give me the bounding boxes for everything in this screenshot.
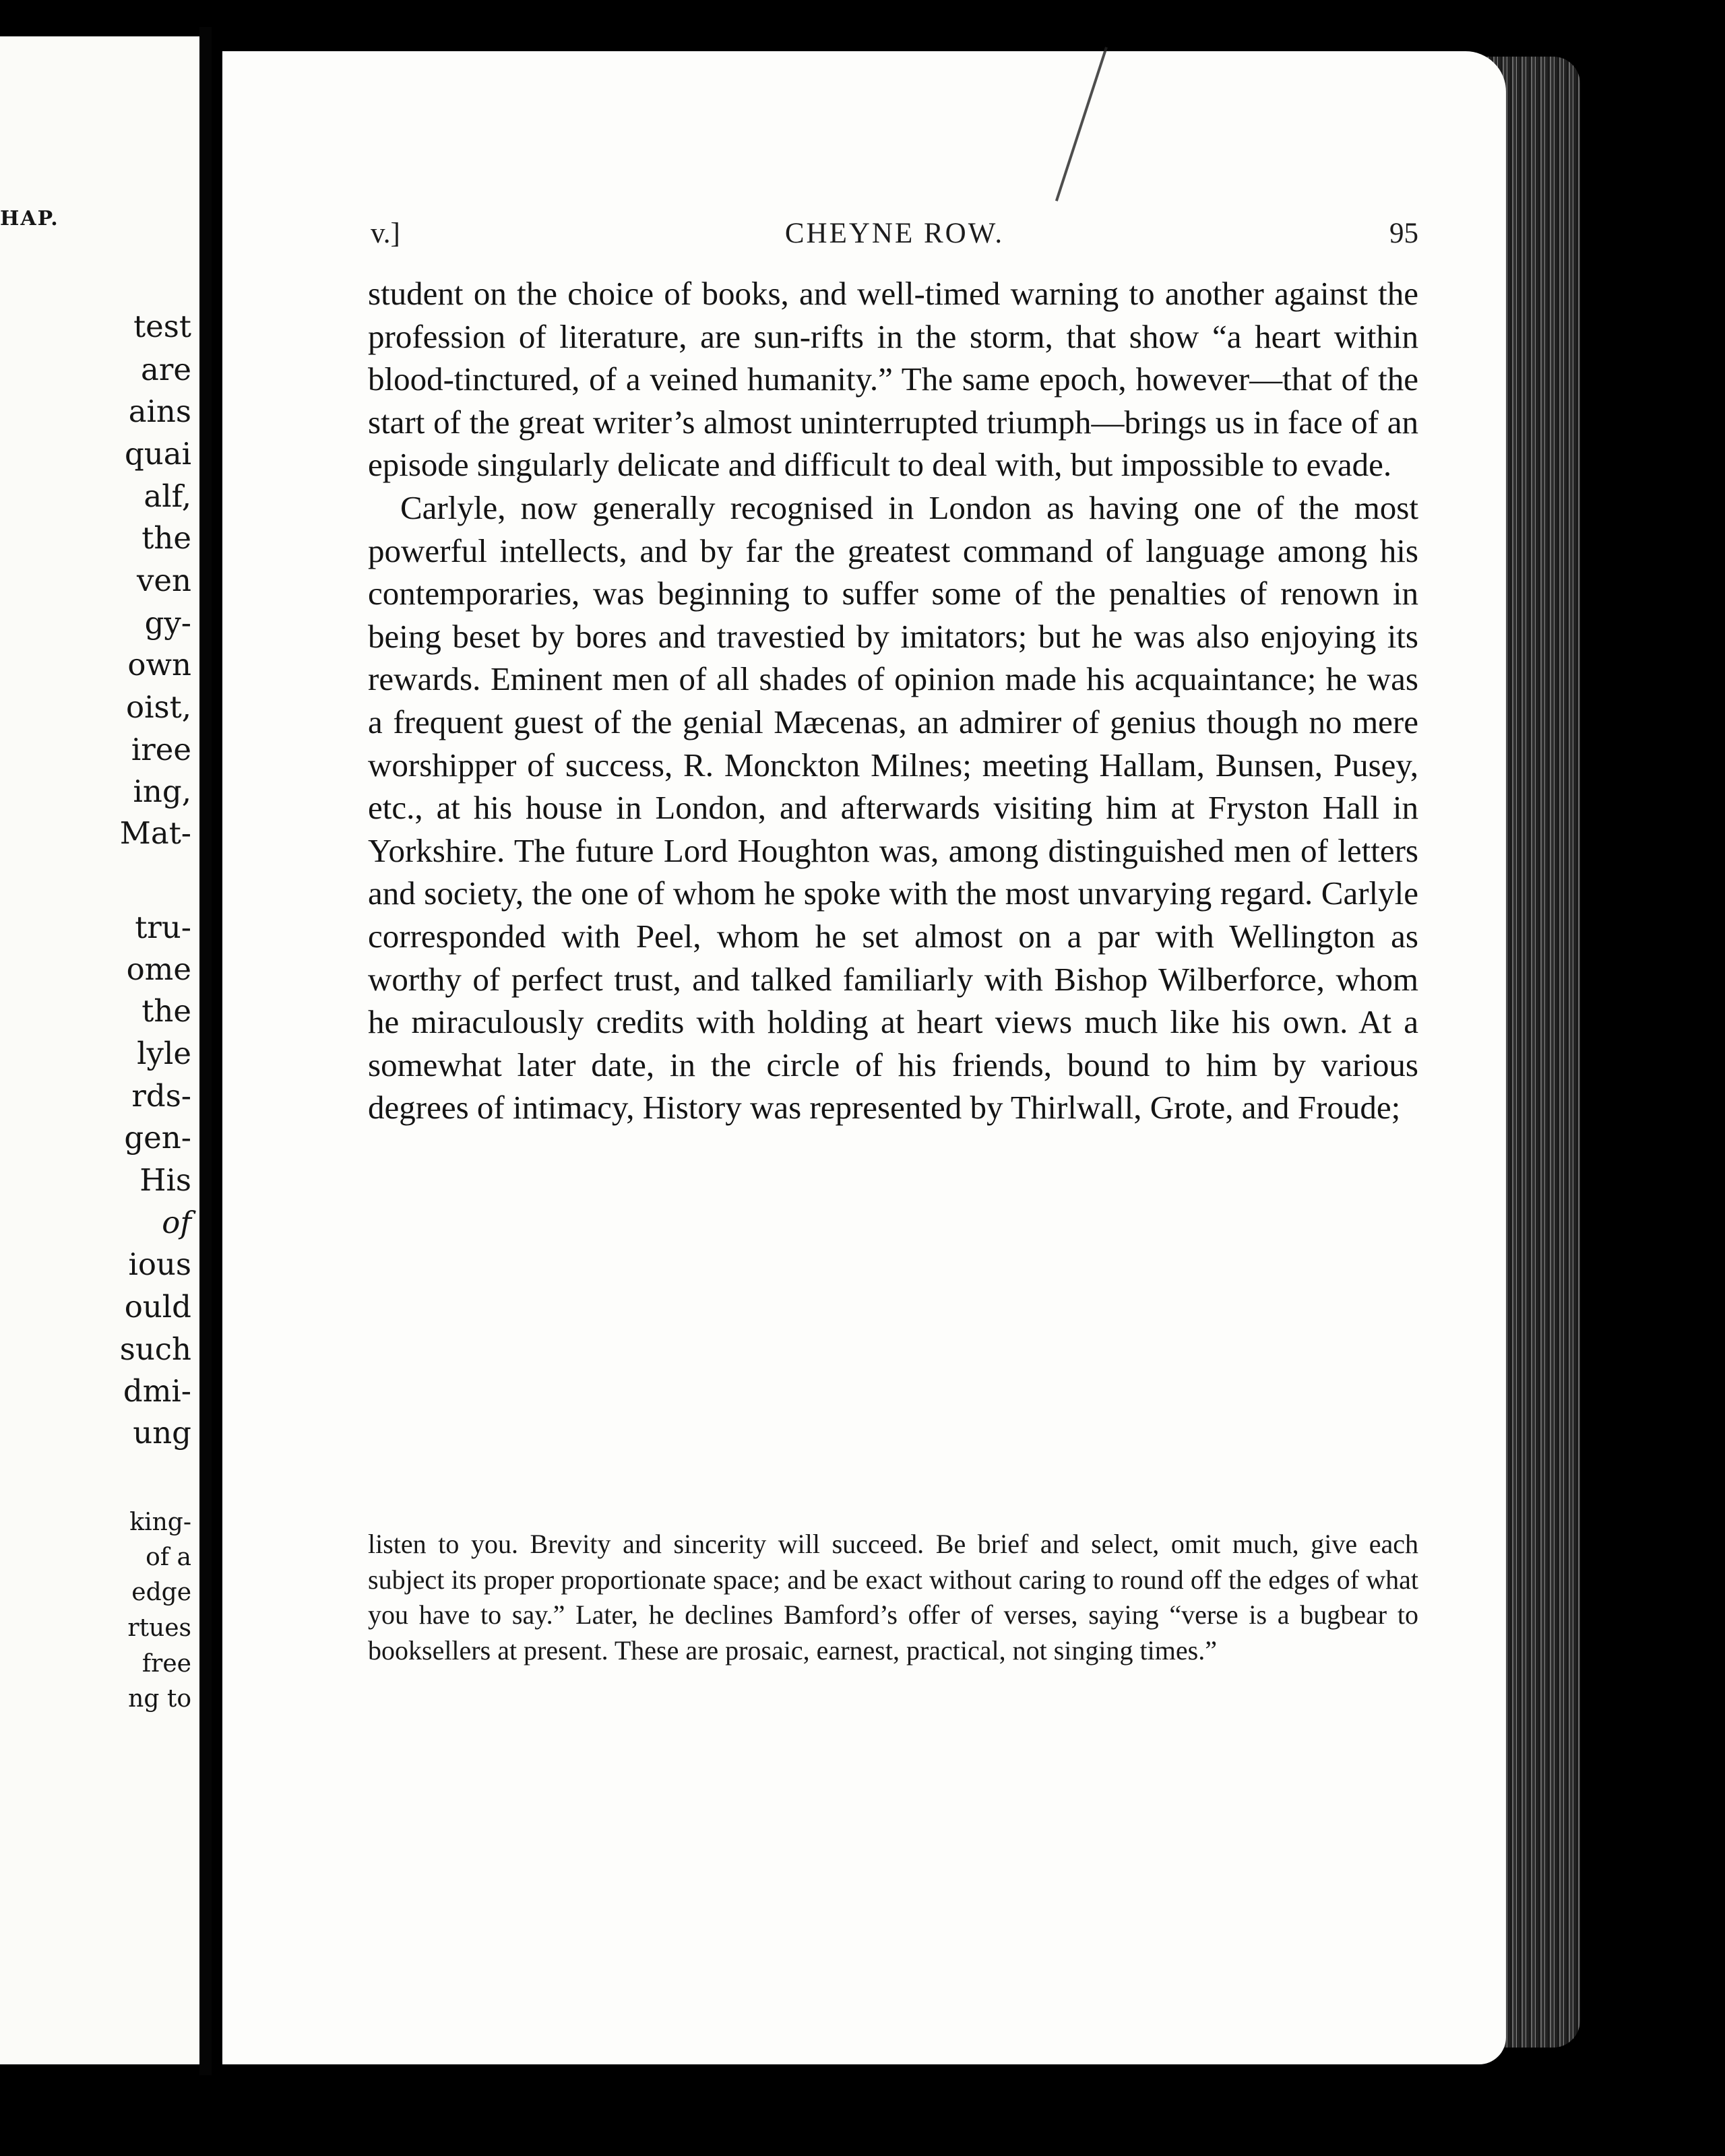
left-page-fragment: rds- bbox=[131, 1078, 191, 1114]
left-page-fragment: quai bbox=[124, 436, 191, 472]
body-paragraph: Carlyle, now generally recognised in London as having one of the most powerful intellects, and by far the greatest command of language among his contemporaries, was beginning to suffer some of the penalties of renown in being beset by bores and travestied by imitators; but he was also enjoying its rewards. Eminent men of all shades of opinion made his acquaintance; he was a frequent guest of the genial Mæcenas, an admirer of genius though no mere worshipper of success, R. Monckton Milnes; meeting Hallam, Bunsen, Pusey, etc., at his house in London, and afterwards visiting him at Fryston Hall in Yorkshire. The future Lord Houghton was, among distinguished men of letters and society, the one of whom he spoke with the most unvarying regard. Carlyle corresponded with Peel, whom he set almost on a par with Wellington as worthy of perfect trust, and talked familiarly with Bishop Wilberforce, whom he miraculously credits with holding at heart views much like his own. At a somewhat later date, in the circle of his friends, bound to him by various degrees of intimacy, History was represented by Thirlwall, Grote, and Froude; bbox=[368, 488, 1418, 1127]
left-page-fragment: the bbox=[142, 993, 191, 1029]
left-page-fragment: dmi- bbox=[123, 1373, 191, 1409]
body-paragraph: student on the choice of books, and well-timed warning to another against the profession of literature, are sun-rifts in the storm, that show “a heart within blood-tinctured, of a veined humanity.” The same epoch, however—that of the start of the great writer’s almost uninterrupted triumph—brings us in face of an episode singularly delicate and difficult to deal with, but impossible to evade. bbox=[368, 275, 1418, 484]
left-page-fragment: ung bbox=[133, 1415, 191, 1451]
left-page-fragment: ious bbox=[128, 1246, 191, 1282]
book-gutter bbox=[199, 27, 212, 2075]
left-page-fragment: own bbox=[127, 647, 191, 683]
page-number: 95 bbox=[1389, 218, 1418, 249]
left-page-fragment: ome bbox=[126, 951, 191, 987]
left-page-fragment: lyle bbox=[137, 1036, 191, 1071]
book-page bbox=[222, 51, 1506, 2064]
running-header bbox=[371, 217, 1418, 257]
main-text bbox=[368, 272, 1418, 1129]
left-page-fragment: of bbox=[162, 1205, 191, 1240]
left-page-fragment: oist, bbox=[126, 689, 191, 725]
left-page-fragment: ould bbox=[124, 1289, 191, 1325]
footnote bbox=[368, 1527, 1418, 1668]
left-page-fragment: iree bbox=[131, 732, 191, 767]
left-page-fragment: alf, bbox=[144, 478, 191, 514]
left-page-fragment: HAP. bbox=[0, 207, 59, 230]
left-page-fragment: ains bbox=[128, 393, 191, 429]
left-page-fragment: ing, bbox=[133, 773, 191, 809]
left-page-fragment: ven bbox=[136, 563, 191, 598]
left-page-fragment: gen- bbox=[124, 1120, 191, 1155]
left-page-fragment: tru- bbox=[135, 910, 191, 945]
left-page-fragment: gy- bbox=[144, 605, 191, 641]
left-page-fragment: such bbox=[119, 1331, 191, 1367]
previous-page-fragment bbox=[0, 36, 201, 2064]
left-page-fragment: His bbox=[139, 1162, 191, 1198]
left-page-fragment: rtues bbox=[127, 1614, 191, 1642]
left-page-fragment: test bbox=[133, 309, 191, 344]
chapter-marker: v.] bbox=[371, 218, 400, 249]
left-page-fragment: Mat- bbox=[119, 815, 191, 851]
left-page-fragment: king- bbox=[129, 1509, 191, 1536]
left-page-fragment: ng to bbox=[128, 1685, 191, 1713]
running-title: CHEYNE ROW. bbox=[784, 218, 1005, 249]
left-page-fragment: edge bbox=[131, 1579, 191, 1606]
left-page-fragment: are bbox=[141, 352, 191, 387]
left-page-fragment: free bbox=[142, 1650, 191, 1678]
left-page-fragment: the bbox=[142, 520, 191, 556]
footnote-text: listen to you. Brevity and sincerity will succeed. Be brief and select, omit much, give each subject its proper proportionate space; and be exact without caring to round off the edges of what you have to say.” Later, he declines Bamford’s offer of verses, saying “verse is a bugbear to booksellers at present. These are prosaic, earnest, practical, not singing times.” bbox=[368, 1529, 1418, 1666]
left-page-fragment: of a bbox=[146, 1544, 191, 1571]
